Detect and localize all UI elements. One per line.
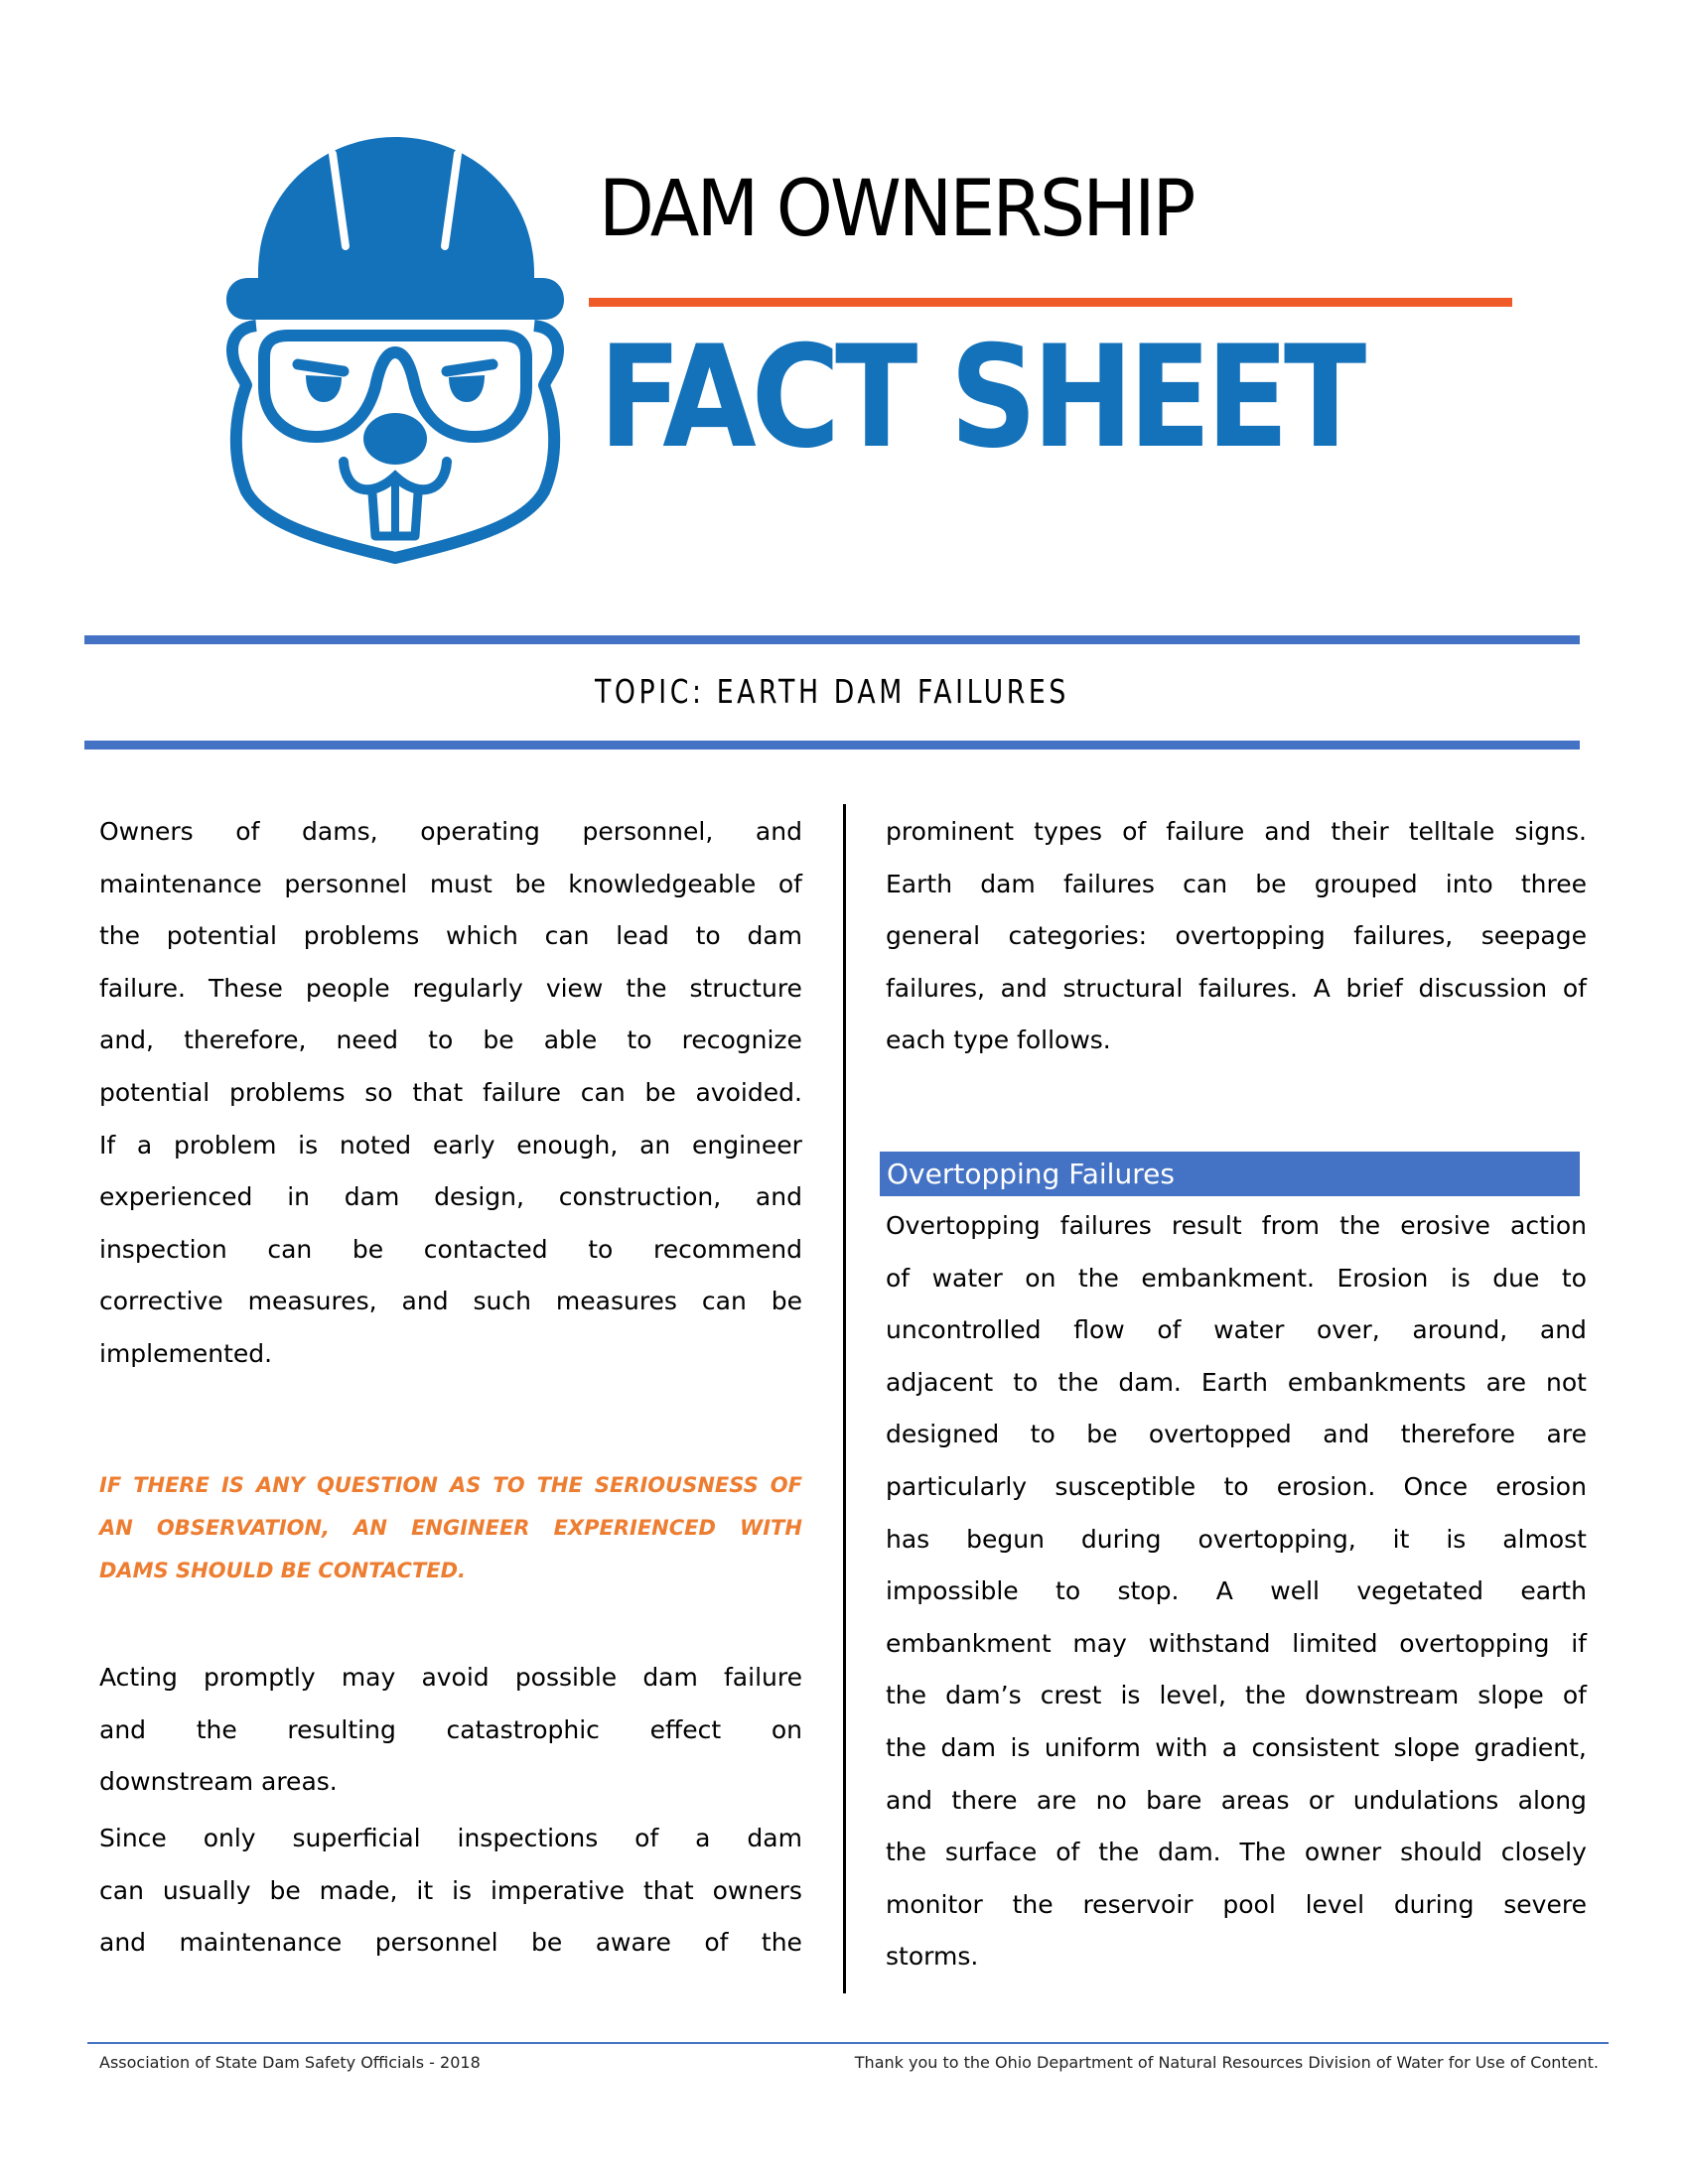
warning-line: AN OBSERVATION, AN ENGINEER EXPERIENCED WITH [99,1516,802,1540]
text-line: Earth dam failures can be grouped into three [886,869,1587,898]
text-line: monitor the reservoir pool level during severe [886,1889,1587,1919]
text-line: corrective measures, and such measures can be [99,1287,802,1316]
text-line: embankment may withstand limited overtopping if [886,1628,1587,1658]
text-line: the dam’s crest is level, the downstream slope of [886,1681,1587,1710]
section-heading-overtopping: Overtopping Failures [887,1158,1175,1190]
column-divider [843,804,846,1993]
text-line: particularly susceptible to erosion. Once erosion [886,1471,1587,1501]
text-line: Owners of dams, operating personnel, and [99,817,802,846]
text-line: and, therefore, need to be able to recognize [99,1025,802,1055]
footer-credit-asdso: Association of State Dam Safety Officials - 2018 [99,2053,481,2072]
text-line: designed to be overtopped and therefore are [886,1420,1587,1449]
text-line: failures, and structural failures. A brief discussion of [886,973,1587,1003]
text-line: and there are no bare areas or undulations along [886,1785,1587,1815]
text-line: experienced in dam design, construction, and [99,1182,802,1212]
text-line: Acting promptly may avoid possible dam failure [99,1663,802,1692]
topic-heading: TOPIC: EARTH DAM FAILURES [595,672,1069,711]
engineer-warning [99,1464,802,1592]
text-line: can usually be made, it is imperative that owners [99,1875,802,1905]
warning-line: IF THERE IS ANY QUESTION AS TO THE SERIOUSNESS OF [99,1473,802,1497]
text-line: implemented. [99,1338,273,1368]
text-line: of water on the embankment. Erosion is due to [886,1263,1587,1293]
overtopping-paragraph [886,1200,1587,1983]
topic-rule-top [84,635,1580,644]
text-line: If a problem is noted early enough, an engineer [99,1130,802,1160]
text-line: adjacent to the dam. Earth embankments are not [886,1367,1587,1397]
text-line: inspection can be contacted to recommend [99,1234,802,1264]
acting-paragraph [99,1652,802,1809]
text-line: Since only superficial inspections of a dam [99,1824,802,1852]
title-fact-sheet: FACT SHEET [599,316,1362,479]
footer-rule [87,2042,1609,2044]
title-dam-ownership: DAM OWNERSHIP [599,165,1194,254]
text-line: the surface of the dam. The owner should closely [886,1838,1587,1867]
text-line: has begun during overtopping, it is almost [886,1524,1587,1554]
text-line: storms. [886,1942,979,1972]
intro-paragraph [99,806,802,1381]
topic-rule-bottom [84,741,1580,750]
text-line: the dam is uniform with a consistent slope gradient, [886,1732,1587,1762]
text-line: Overtopping failures result from the erosive action [886,1211,1587,1240]
footer-credit-odnr: Thank you to the Ohio Department of Natural Resources Division of Water for Use of Content. [854,2053,1599,2072]
text-line: maintenance personnel must be knowledgeable of [99,869,802,898]
warning-line: DAMS SHOULD BE CONTACTED. [99,1559,467,1582]
text-line: each type follows. [886,1025,1111,1055]
text-line: general categories: overtopping failures, seepage [886,921,1587,951]
title-divider [589,298,1512,307]
since-paragraph [99,1813,802,1970]
text-line: and maintenance personnel be aware of the [99,1928,802,1958]
text-line: potential problems so that failure can be avoided. [99,1077,802,1107]
text-line: the potential problems which can lead to dam [99,921,802,951]
text-line: and the resulting catastrophic effect on [99,1714,802,1744]
text-line: impossible to stop. A well vegetated earth [886,1576,1587,1606]
text-line: prominent types of failure and their telltale signs. [886,817,1587,846]
text-line: downstream areas. [99,1767,338,1797]
left-column [99,806,802,1381]
text-line: uncontrolled flow of water over, around, and [886,1315,1587,1345]
text-line: failure. These people regularly view the structure [99,973,802,1003]
hardhat-beaver-logo-icon [216,119,574,566]
right-column-intro [886,806,1587,1067]
